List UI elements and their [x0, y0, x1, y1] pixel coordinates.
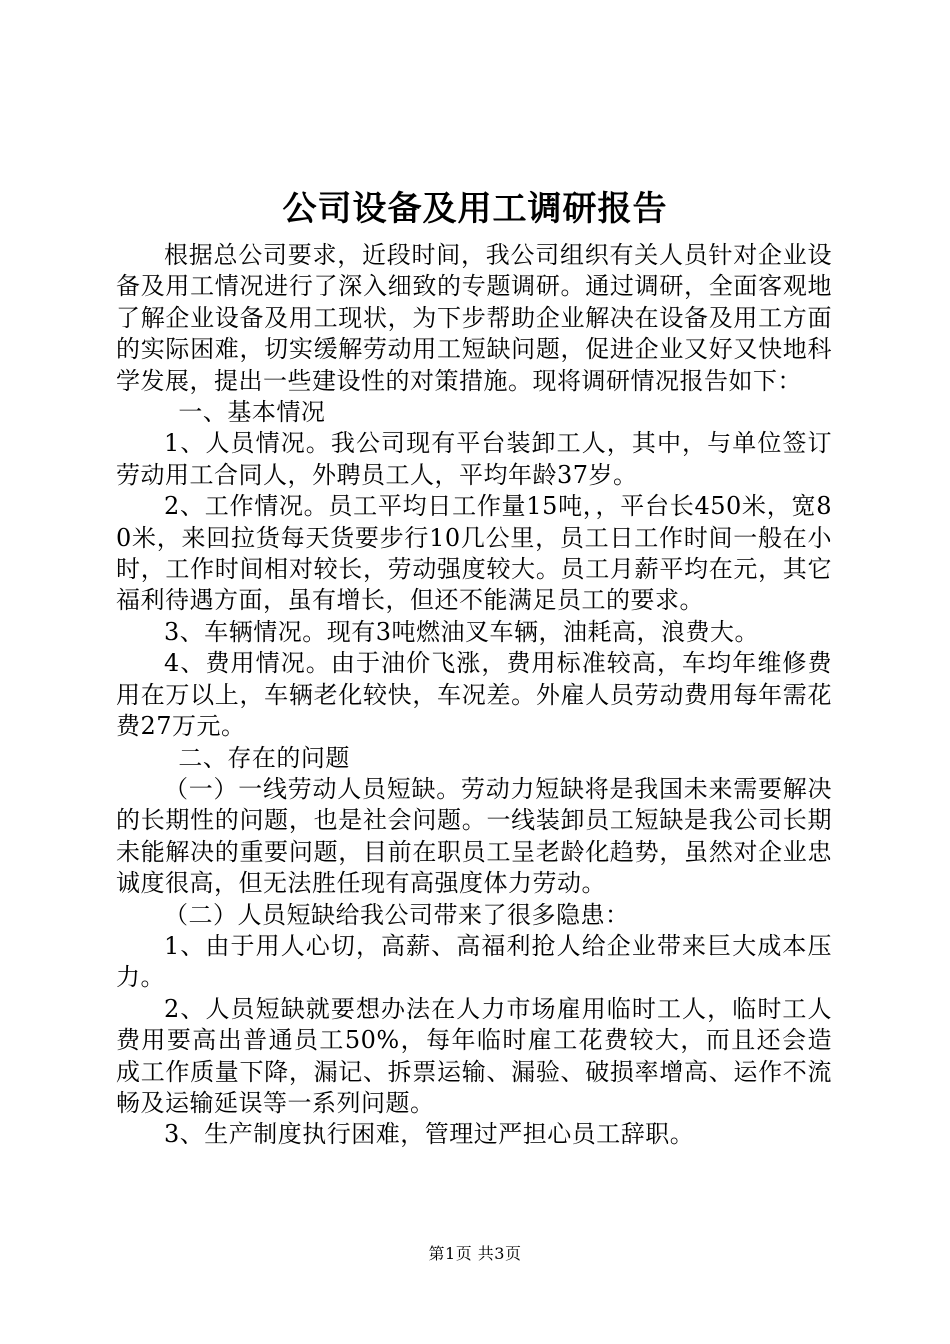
paragraph-costs: 4、费用情况。由于油价飞涨，费用标准较高，车均年维修费用在万以上，车辆老化较快，车况差。外雇人员劳动费用每年需花费27万元。 — [116, 649, 832, 741]
paragraph-hazard-1: 1、由于用人心切，高薪、高福利抢人给企业带来巨大成本压力。 — [116, 931, 832, 992]
paragraph-work: 2、工作情况。员工平均日工作量15吨，，平台长450米，宽80米，来回拉货每天货要步行10几公里，员工日工作时间一般在小时，工作时间相对较长，劳动强度较大。员工月薪平均在元，其它福利待遇方面，虽有增长，但还不能满足员工的要求。 — [116, 492, 832, 615]
section-heading-problems: 二、存在的问题 — [178, 743, 350, 772]
document-body — [116, 240, 832, 1151]
paragraph-hazard-2: 2、人员短缺就要想办法在人力市场雇用临时工人，临时工人费用要高出普通员工50%，每年临时雇工花费较大，而且还会造成工作质量下降，漏记、拆票运输、漏验、破损率增高、运作不流畅及运输延误等一系列问题。 — [116, 994, 832, 1117]
paragraph-personnel: 1、人员情况。我公司现有平台装卸工人，其中，与单位签订劳动用工合同人，外聘员工人，平均年龄37岁。 — [116, 429, 832, 489]
intro-paragraph: 根据总公司要求，近段时间，我公司组织有关人员针对企业设备及用工情况进行了深入细致的专题调研。通过调研，全面客观地了解企业设备及用工现状，为下步帮助企业解决在设备及用工方面的实际困难，切实缓解劳动用工短缺问题，促进企业又好又快地科学发展，提出一些建设性的对策措施。现将调研情况报告如下： — [116, 241, 832, 395]
section-heading-basic: 一、基本情况 — [178, 398, 326, 427]
paragraph-hazard-3: 3、生产制度执行困难，管理过严担心员工辞职。 — [164, 1120, 695, 1149]
document-title: 公司设备及用工调研报告 — [282, 189, 668, 229]
page-number-footer: 第1页 共3页 — [428, 1244, 522, 1263]
paragraph-vehicles: 3、车辆情况。现有3吨燃油叉车辆，油耗高，浪费大。 — [164, 617, 760, 646]
paragraph-labor-shortage: （一）一线劳动人员短缺。劳动力短缺将是我国未来需要解决的长期性的问题，也是社会问题。一线装卸员工短缺是我公司长期未能解决的重要问题，目前在职员工呈老龄化趋势，虽然对企业忠诚度很高，但无法胜任现有高强度体力劳动。 — [116, 774, 832, 898]
paragraph-hazards: （二）人员短缺给我公司带来了很多隐患： — [164, 900, 630, 929]
